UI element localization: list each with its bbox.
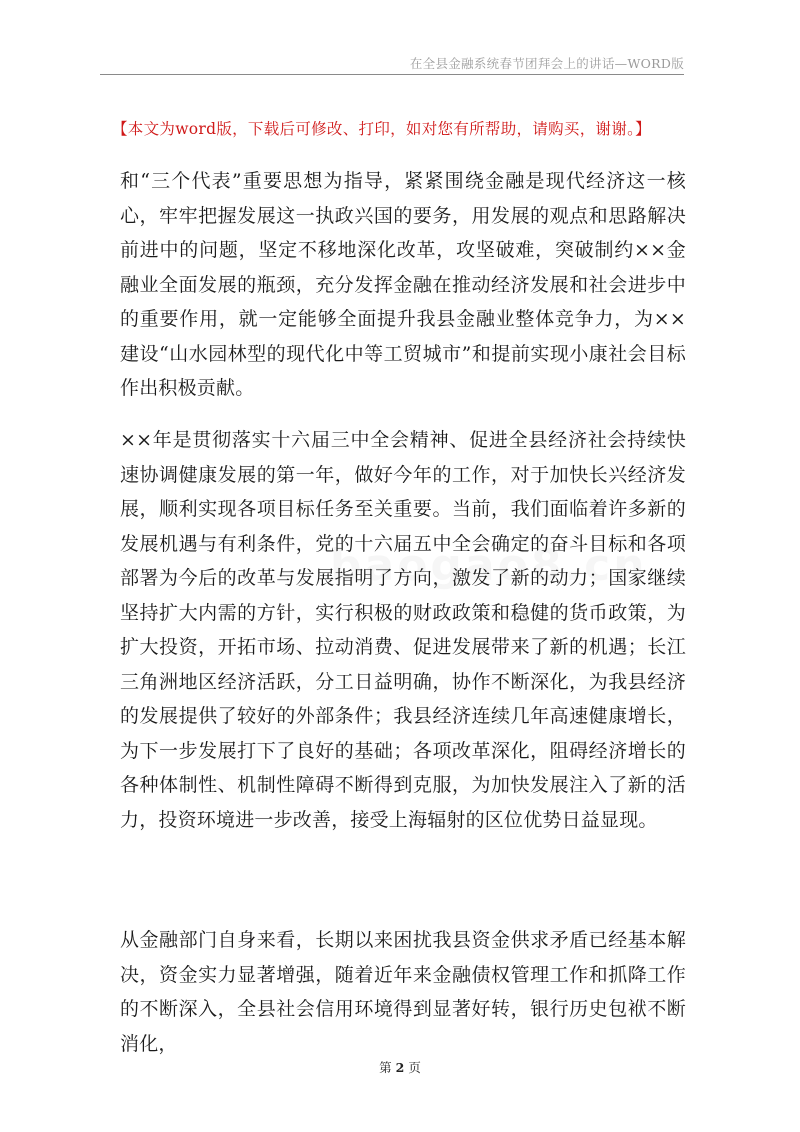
- page-footer: [0, 1058, 800, 1076]
- page-number: 2: [395, 1060, 405, 1075]
- download-notice: 【本文为word版，下载后可修改、打印，如对您有所帮助，请购买，谢谢。】: [112, 120, 651, 138]
- document-title: 在全县金融系统春节团拜会上的讲话—WORD版: [409, 56, 684, 71]
- body-paragraph: ××年是贯彻落实十六届三中全会精神、促进全县经济社会持续快速协调健康发展的第一年，做好今年的工作，对于加快长兴经济发展，顺利实现各项目标任务至关重要。当前，我们面临着许多新的发展机遇与有利条件，党的十六届五中全会确定的奋斗目标和各项部署为今后的改革与发展指明了方向，激发了新的动力；国家继续坚持扩大内需的方针，实行积极的财政政策和稳健的货币政策，为扩大投资，开拓市场、拉动消费、促进发展带来了新的机遇；长江三角洲地区经济活跃，分工日益明确，协作不断深化，为我县经济的发展提供了较好的外部条件；我县经济连续几年高速健康增长，为下一步发展打下了良好的基础；各项改革深化，阻碍经济增长的各种体制性、机制性障碍不断得到克服，为加快发展注入了新的活力，投资环境进一步改善，接受上海辐射的区位优势日益显现。: [120, 429, 686, 831]
- page-header: [100, 44, 684, 75]
- page-label-prefix: 第: [379, 1060, 392, 1075]
- body-paragraph: 和“三个代表”重要思想为指导，紧紧围绕金融是现代经济这一核心，牢牢把握发展这一执政兴国的要务，用发展的观点和思路解决前进中的问题，坚定不移地深化改革，攻坚破难，突破制约××金融业全面发展的瓶颈，充分发挥金融在推动经济发展和社会进步中的重要作用，就一定能够全面提升我县金融业整体竞争力，为××建设“山水园林型的现代化中等工贸城市”和提前实现小康社会目标作出积极贡献。: [120, 170, 686, 399]
- body-paragraph: 从金融部门自身来看，长期以来困扰我县资金供求矛盾已经基本解决，资金实力显著增强，随着近年来金融债权管理工作和抓降工作的不断深入，全县社会信用环境得到显著好转，银行历史包袱不断消化，: [120, 929, 686, 1055]
- page-label-suffix: 页: [408, 1060, 421, 1075]
